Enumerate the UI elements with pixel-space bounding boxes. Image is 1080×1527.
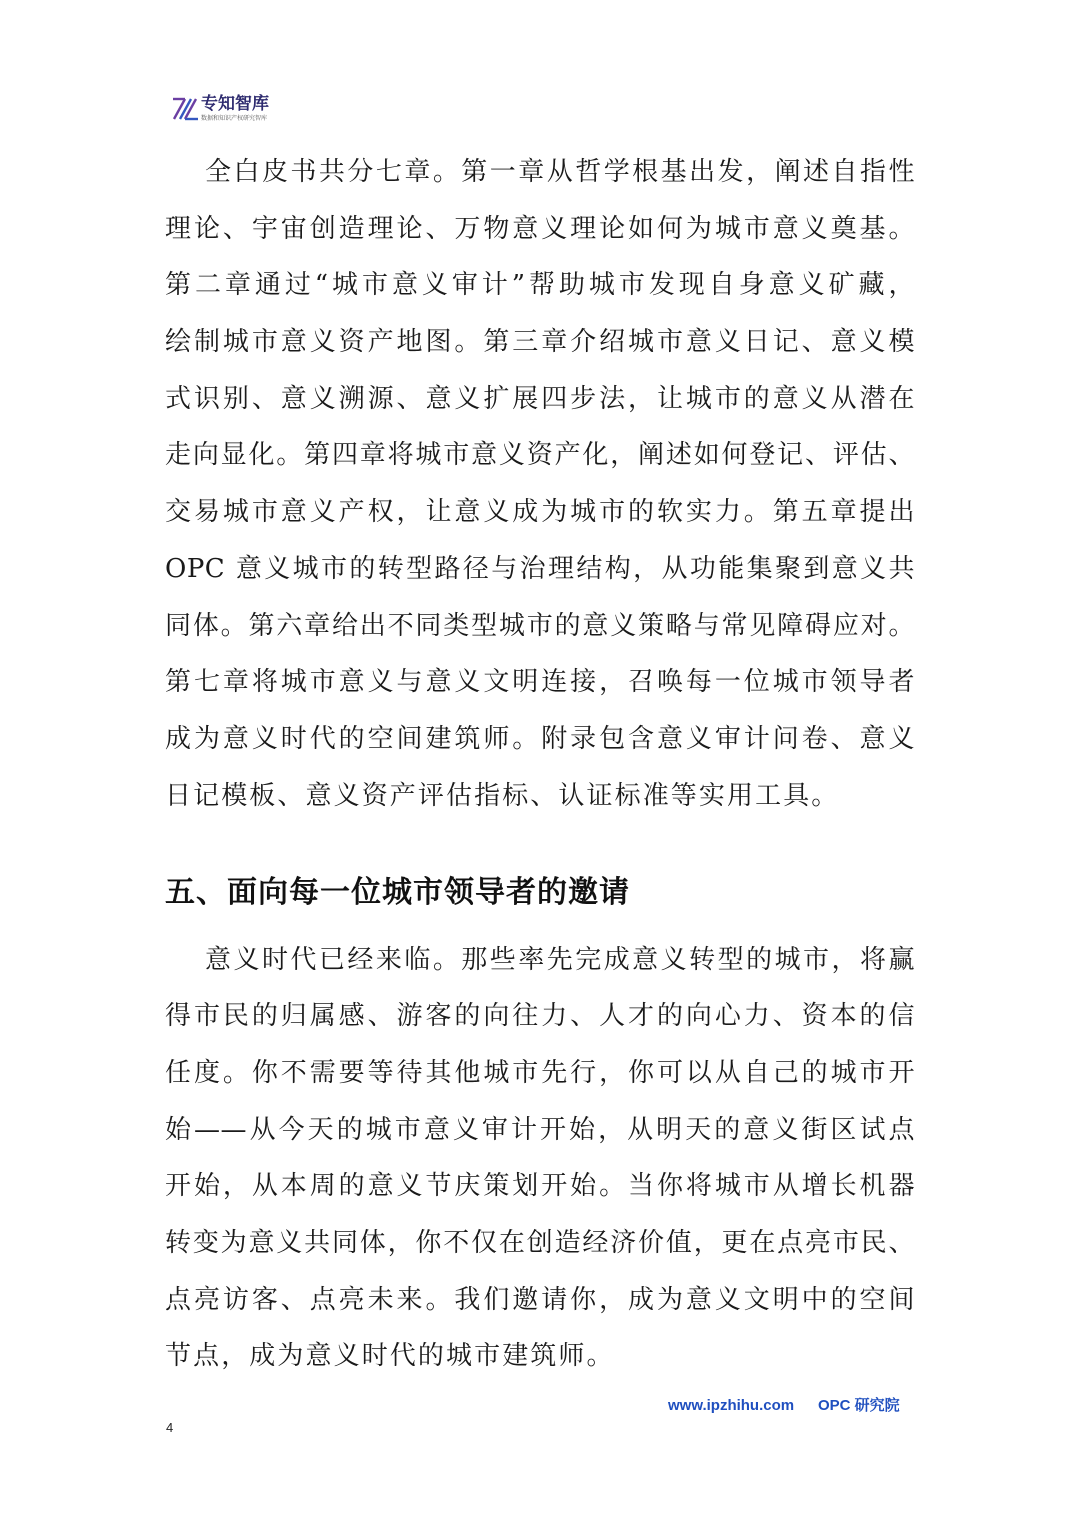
paragraph-line: 绘制城市意义资产地图。第三章介绍城市意义日记、意义模 <box>165 327 915 358</box>
section-heading: 五、面向每一位城市领导者的邀请 <box>165 875 630 910</box>
paragraph-line: 得市民的归属感、游客的向往力、人才的向心力、资本的信 <box>165 1001 915 1032</box>
paragraph-line: 第七章将城市意义与意义文明连接，召唤每一位城市领导者 <box>165 667 915 698</box>
page-number: 4 <box>166 1420 174 1435</box>
institute-name: OPC 研究院 <box>818 1397 900 1414</box>
logo-subtitle: 数据和知识产权研究智库 <box>201 115 268 122</box>
logo-stroke-diagonal-1 <box>174 99 185 119</box>
paragraph-line: OPC 意义城市的转型路径与治理结构，从功能集聚到意义共 <box>165 553 915 584</box>
paragraph-line: 同体。第六章给出不同类型城市的意义策略与常见障碍应对。 <box>165 610 915 641</box>
paragraph-line: 点亮访客、点亮未来。我们邀请你，成为意义文明中的空间 <box>165 1284 915 1315</box>
logo-title: 专知智库 <box>201 94 269 114</box>
paragraph-line: 式识别、意义溯源、意义扩展四步法，让城市的意义从潜在 <box>165 383 915 414</box>
paragraph-line: 第二章通过“城市意义审计”帮助城市发现自身意义矿藏， <box>165 270 915 301</box>
paragraph-line: 交易城市意义产权，让意义成为城市的软实力。第五章提出 <box>165 497 915 528</box>
paragraph-line: 全白皮书共分七章。第一章从哲学根基出发，阐述自指性 <box>205 157 915 187</box>
paragraph-line: 任度。你不需要等待其他城市先行，你可以从自己的城市开 <box>165 1058 915 1089</box>
paragraph-line: 理论、宇宙创造理论、万物意义理论如何为城市意义奠基。 <box>165 213 915 244</box>
zl-logo-icon <box>171 97 199 121</box>
paragraph-line: 开始，从本周的意义节庆策划开始。当你将城市从增长机器 <box>165 1171 915 1202</box>
zhuanzhi-logo <box>171 95 271 123</box>
paragraph-line: 走向显化。第四章将城市意义资产化，阐述如何登记、评估、 <box>165 440 915 471</box>
paragraph-invitation <box>165 932 915 1386</box>
website-link: www.ipzhihu.com <box>668 1397 795 1414</box>
paragraph-line: 意义时代已经来临。那些率先完成意义转型的城市，将赢 <box>205 944 915 975</box>
paragraph-line: 始——从今天的城市意义审计开始，从明天的意义街区试点 <box>165 1114 915 1145</box>
paragraph-chapter-overview <box>165 144 915 824</box>
paragraph-line: 节点，成为意义时代的城市建筑师。 <box>165 1341 615 1372</box>
paragraph-line: 成为意义时代的空间建筑师。附录包含意义审计问卷、意义 <box>165 723 915 754</box>
paragraph-line: 日记模板、意义资产评估指标、认证标准等实用工具。 <box>165 780 840 811</box>
paragraph-line: 转变为意义共同体，你不仅在创造经济价值，更在点亮市民、 <box>165 1228 915 1259</box>
